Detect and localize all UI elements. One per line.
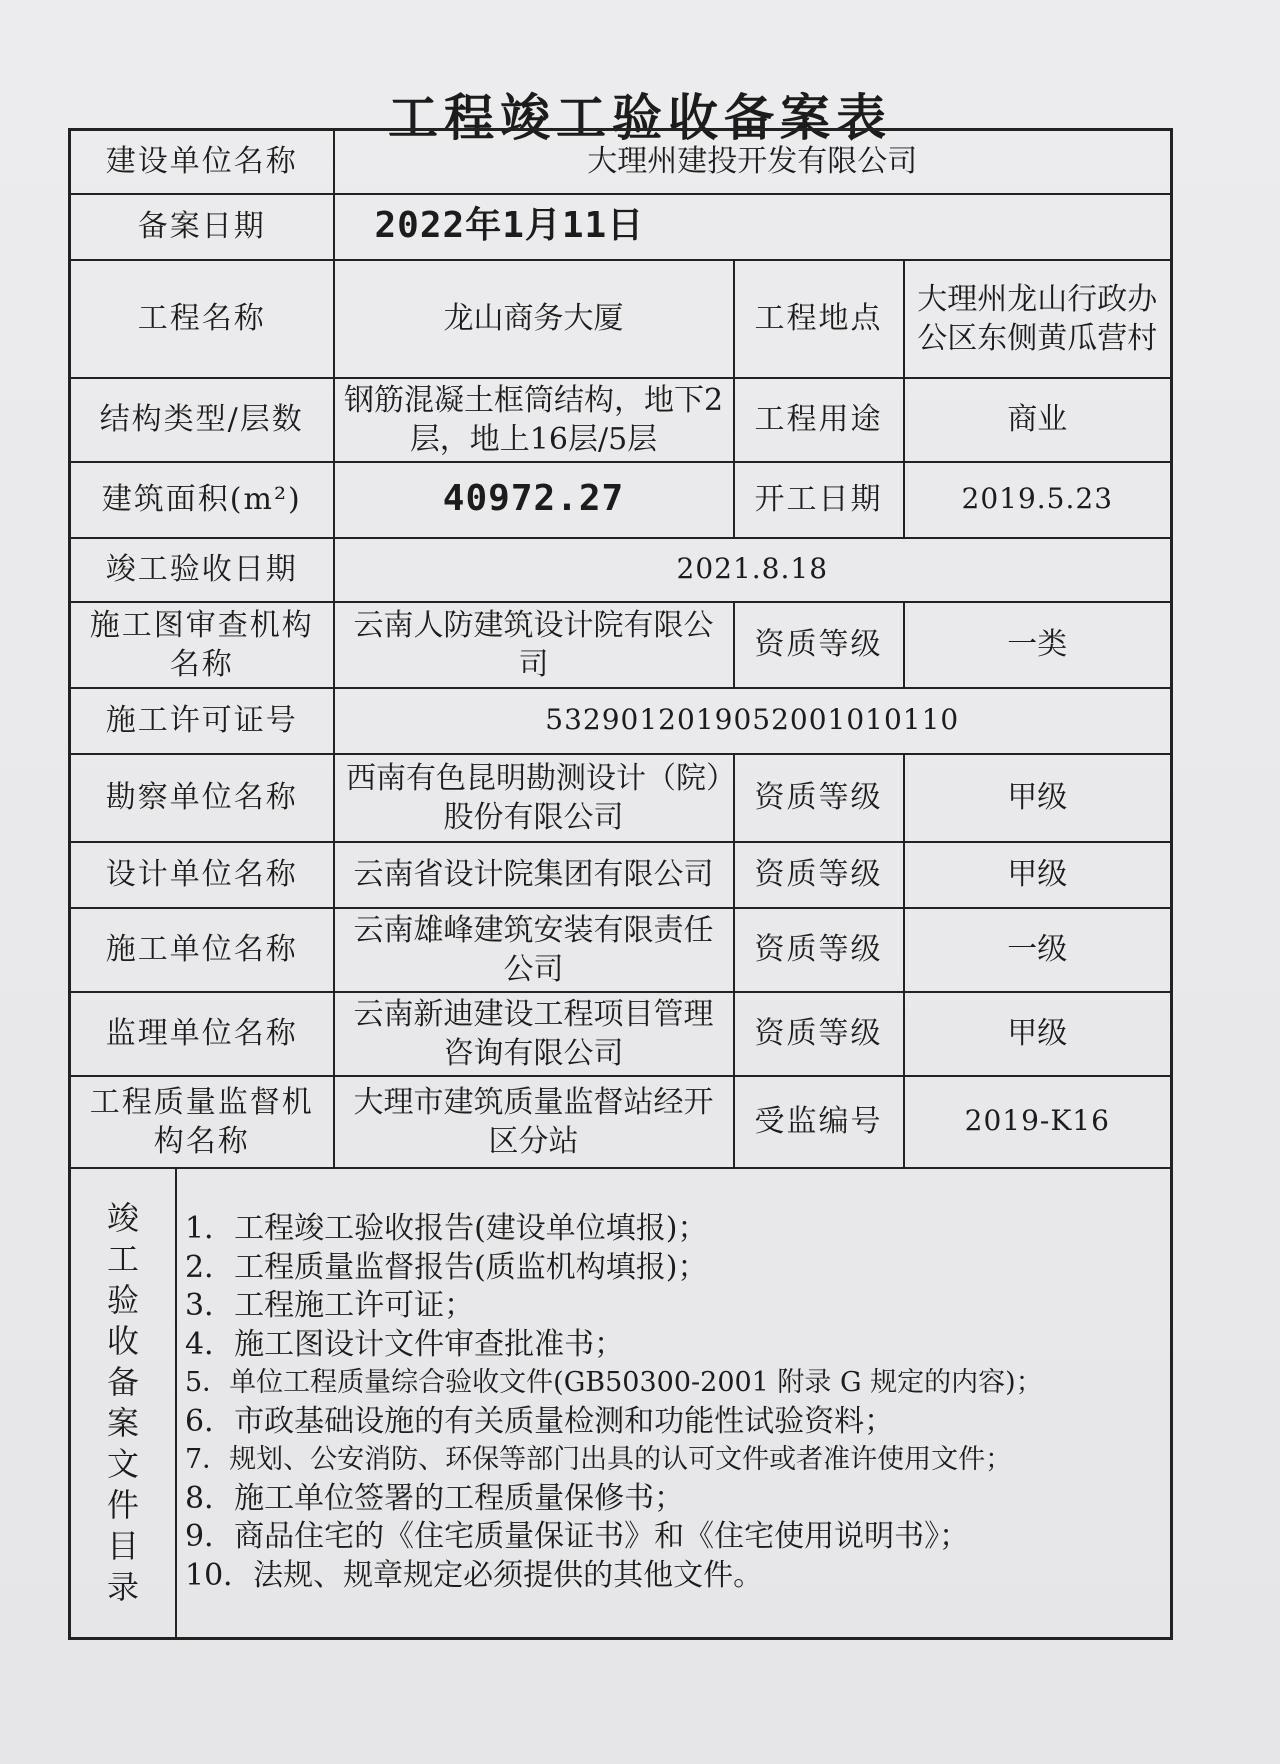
label-survey: 勘察单位名称 xyxy=(70,754,334,842)
label-drawing-review: 施工图审查机构名称 xyxy=(70,602,334,688)
value-construction: 云南雄峰建筑安装有限责任公司 xyxy=(334,908,734,992)
document-list-cell xyxy=(176,1169,1170,1637)
value-filing-date: 2022年1月11日 xyxy=(334,194,1172,260)
value-acceptance-date: 2021.8.18 xyxy=(334,538,1172,602)
row-supervision xyxy=(70,992,1172,1076)
value-drawing-review-grade: 一类 xyxy=(904,602,1172,688)
list-item: 3．工程施工许可证； xyxy=(185,1288,475,1323)
label-filing-date: 备案日期 xyxy=(70,194,334,260)
value-area: 40972.27 xyxy=(334,462,734,538)
value-structure: 钢筋混凝土框筒结构，地下2层，地上16层/5层 xyxy=(334,378,734,462)
list-item: 9．商品住宅的《住宅质量保证书》和《住宅使用说明书》； xyxy=(185,1519,970,1554)
label-survey-grade: 资质等级 xyxy=(734,754,904,842)
row-drawing-review xyxy=(70,602,1172,688)
value-builder: 大理州建投开发有限公司 xyxy=(334,130,1172,194)
row-builder xyxy=(70,130,1172,194)
list-item: 5．单位工程质量综合验收文件(GB50300-2001 附录 G 规定的内容)； xyxy=(185,1367,1043,1398)
row-quality-supervision xyxy=(70,1076,1172,1168)
value-purpose: 商业 xyxy=(904,378,1172,462)
row-construction xyxy=(70,908,1172,992)
list-item: 6．市政基础设施的有关质量检测和功能性试验资料； xyxy=(185,1403,895,1439)
row-project xyxy=(70,260,1172,378)
value-project-location: 大理州龙山行政办公区东侧黄瓜营村 xyxy=(904,260,1172,378)
label-construction: 施工单位名称 xyxy=(70,908,334,992)
page-title: 工程竣工验收备案表 xyxy=(388,89,892,147)
value-survey-grade: 甲级 xyxy=(904,754,1172,842)
label-design-grade: 资质等级 xyxy=(734,842,904,908)
label-file-catalog: 竣工验收备案文件目录 xyxy=(106,1198,139,1606)
row-acceptance-date xyxy=(70,538,1172,602)
row-structure xyxy=(70,378,1172,462)
value-supervision-number: 2019-K16 xyxy=(904,1076,1172,1168)
row-filing-date xyxy=(70,194,1172,260)
label-construction-grade: 资质等级 xyxy=(734,908,904,992)
label-project-name: 工程名称 xyxy=(70,260,334,378)
row-design xyxy=(70,842,1172,908)
label-supervision-number: 受监编号 xyxy=(734,1076,904,1168)
value-design: 云南省设计院集团有限公司 xyxy=(334,842,734,908)
label-purpose: 工程用途 xyxy=(734,378,904,462)
row-file-catalog xyxy=(70,1168,1172,1639)
list-item: 2．工程质量监督报告(质监机构填报)； xyxy=(185,1249,708,1285)
list-item: 8．施工单位签署的工程质量保修书； xyxy=(185,1480,685,1516)
label-design: 设计单位名称 xyxy=(70,842,334,908)
value-start-date: 2019.5.23 xyxy=(904,462,1172,538)
row-permit xyxy=(70,688,1172,754)
value-permit: 532901201905200101011​0 xyxy=(334,688,1172,754)
row-survey xyxy=(70,754,1172,842)
value-drawing-review: 云南人防建筑设计院有限公司 xyxy=(334,602,734,688)
document-list xyxy=(185,1210,1162,1595)
value-supervision: 云南新迪建设工程项目管理咨询有限公司 xyxy=(334,992,734,1076)
label-start-date: 开工日期 xyxy=(734,462,904,538)
file-catalog-label-cell xyxy=(71,1169,176,1637)
label-supervision-grade: 资质等级 xyxy=(734,992,904,1076)
list-item: 10．法规、规章规定必须提供的其他文件。 xyxy=(185,1557,764,1593)
value-quality-supervision: 大理市建筑质量监督站经开区分站 xyxy=(334,1076,734,1168)
label-drawing-review-grade: 资质等级 xyxy=(734,602,904,688)
label-area: 建筑面积(m²) xyxy=(70,462,334,538)
value-survey: 西南有色昆明勘测设计（院）股份有限公司 xyxy=(334,754,734,842)
list-item: 7．规划、公安消防、环保等部门出具的认可文件或者准许使用文件； xyxy=(185,1444,1013,1475)
label-permit: 施工许可证号 xyxy=(70,688,334,754)
value-supervision-grade: 甲级 xyxy=(904,992,1172,1076)
label-quality-supervision: 工程质量监督机构名称 xyxy=(70,1076,334,1168)
label-supervision: 监理单位名称 xyxy=(70,992,334,1076)
list-item: 1．工程竣工验收报告(建设单位填报)； xyxy=(185,1211,708,1246)
value-project-name: 龙山商务大厦 xyxy=(334,260,734,378)
label-builder: 建设单位名称 xyxy=(70,130,334,194)
filing-form xyxy=(68,128,1173,1640)
label-project-location: 工程地点 xyxy=(734,260,904,378)
file-catalog-table xyxy=(71,1169,1170,1637)
row-area xyxy=(70,462,1172,538)
label-acceptance-date: 竣工验收日期 xyxy=(70,538,334,602)
value-design-grade: 甲级 xyxy=(904,842,1172,908)
value-construction-grade: 一级 xyxy=(904,908,1172,992)
list-item: 4．施工图设计文件审查批准书； xyxy=(185,1326,625,1362)
label-structure: 结构类型/层数 xyxy=(70,378,334,462)
